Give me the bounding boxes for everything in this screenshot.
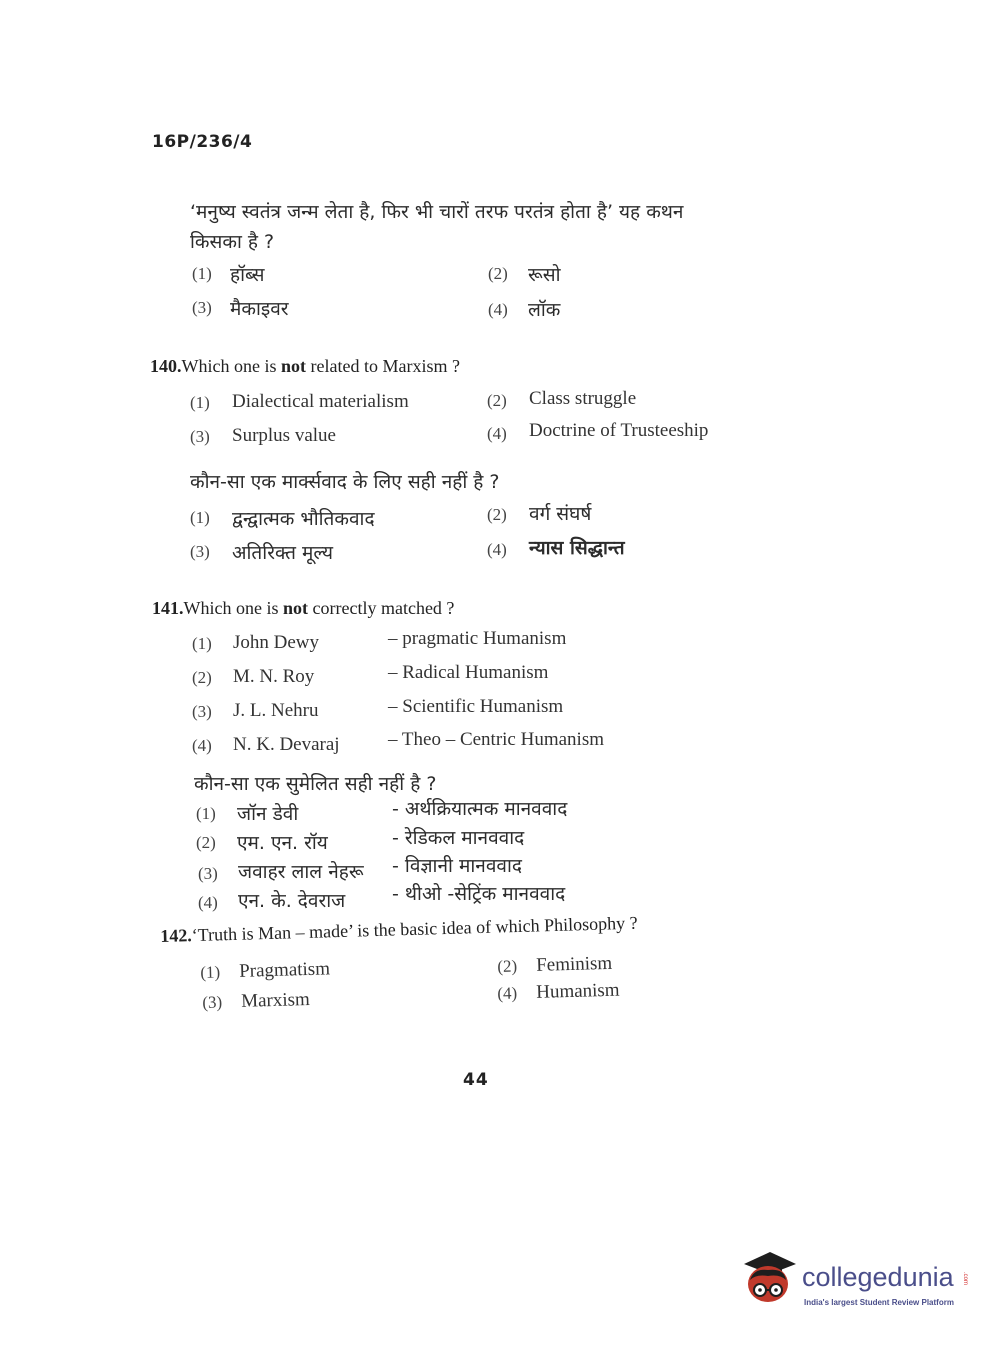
logo-name: collegedunia bbox=[802, 1262, 954, 1292]
match-value: - थीओ -सेट्रिंक मानववाद bbox=[392, 883, 566, 905]
match-name: एम. एन. रॉय bbox=[237, 832, 328, 854]
logo-tagline: India's largest Student Review Platform bbox=[804, 1298, 954, 1307]
option-number: (1) bbox=[196, 804, 216, 823]
match-name: एन. के. देवराज bbox=[238, 890, 346, 912]
q142-option-row bbox=[497, 980, 620, 1005]
match-value: – Scientific Humanism bbox=[388, 696, 564, 717]
q142-option-row bbox=[200, 958, 330, 984]
option-number: (1) bbox=[192, 264, 212, 283]
option-number: (3) bbox=[192, 298, 212, 317]
option-number: (4) bbox=[497, 983, 518, 1003]
question-emphasis: not bbox=[280, 356, 306, 376]
question-emphasis: not bbox=[282, 598, 308, 618]
option-number: (1) bbox=[190, 393, 210, 412]
question-text: related to Marxism ? bbox=[306, 356, 460, 376]
option-text: रूसो bbox=[528, 264, 561, 286]
question-number: 141. bbox=[152, 598, 184, 618]
option-text: Dialectical materialism bbox=[232, 391, 409, 412]
match-value: – Theo – Centric Humanism bbox=[388, 729, 605, 750]
match-name: जवाहर लाल नेहरू bbox=[238, 861, 364, 883]
question-text: Which one is bbox=[183, 598, 283, 618]
option-number: (3) bbox=[202, 992, 223, 1012]
option-text: न्यास सिद्धान्त bbox=[529, 537, 625, 559]
option-number: (3) bbox=[190, 542, 210, 561]
match-value: – Radical Humanism bbox=[388, 662, 549, 683]
option-number: (1) bbox=[190, 508, 210, 527]
question-text: Which one is bbox=[181, 356, 281, 376]
option-text: Class struggle bbox=[529, 388, 637, 409]
option-text: Pragmatism bbox=[238, 958, 331, 982]
question-142 bbox=[160, 913, 638, 947]
option-number: (2) bbox=[487, 505, 507, 524]
option-text: लॉक bbox=[528, 299, 561, 321]
option-text: वर्ग संघर्ष bbox=[529, 503, 592, 525]
mascot-icon bbox=[740, 1250, 798, 1310]
match-value: – pragmatic Humanism bbox=[388, 628, 567, 649]
q142-option-row bbox=[202, 989, 310, 1014]
match-value: - अर्थक्रियात्मक मानववाद bbox=[392, 798, 568, 820]
option-number: (4) bbox=[192, 736, 212, 755]
question-text: correctly matched ? bbox=[308, 598, 455, 618]
option-number: (4) bbox=[488, 300, 508, 319]
logo-domain: .com bbox=[962, 1272, 968, 1286]
page-number: 44 bbox=[463, 1070, 489, 1090]
option-number: (2) bbox=[497, 956, 518, 976]
question-number: 140. bbox=[150, 356, 182, 376]
option-text: Doctrine of Trusteeship bbox=[529, 420, 709, 441]
option-number: (3) bbox=[198, 864, 218, 883]
option-number: (2) bbox=[488, 264, 508, 283]
option-number: (4) bbox=[487, 424, 507, 443]
option-number: (2) bbox=[196, 833, 216, 852]
question-text-line: ‘मनुष्य स्वतंत्र जन्म लेता है, फिर भी चारों तरफ परतंत्र होता है’ यह कथन bbox=[190, 201, 684, 223]
option-text: हॉब्स bbox=[230, 264, 265, 286]
option-text: Humanism bbox=[535, 979, 620, 1003]
question-140 bbox=[150, 356, 460, 377]
match-name: J. L. Nehru bbox=[233, 700, 319, 721]
match-name: जॉन डेवी bbox=[237, 803, 299, 825]
option-number: (4) bbox=[198, 893, 218, 912]
question-142-block bbox=[160, 913, 638, 947]
match-name: John Dewy bbox=[233, 632, 320, 653]
paper-code: 16P/236/4 bbox=[152, 132, 253, 152]
match-value: - रेडिकल मानववाद bbox=[392, 827, 525, 849]
option-number: (2) bbox=[487, 391, 507, 410]
option-text: Surplus value bbox=[232, 425, 336, 446]
question-text-hindi: कौन-सा एक सुमेलित सही नहीं है ? bbox=[194, 773, 437, 795]
option-number: (1) bbox=[200, 962, 221, 982]
match-name: M. N. Roy bbox=[233, 666, 315, 687]
question-141 bbox=[152, 598, 454, 619]
option-number: (4) bbox=[487, 540, 507, 559]
question-text: ‘Truth is Man – made’ is the basic idea of which Philosophy ? bbox=[191, 912, 638, 946]
option-number: (1) bbox=[192, 634, 212, 653]
option-number: (2) bbox=[192, 668, 212, 687]
question-number: 142. bbox=[160, 925, 193, 946]
question-text-line: किसका है ? bbox=[190, 231, 275, 253]
option-text: मैकाइवर bbox=[230, 298, 289, 320]
match-name: N. K. Devaraj bbox=[233, 734, 340, 755]
option-text: अतिरिक्त मूल्य bbox=[232, 542, 334, 564]
option-text: Feminism bbox=[535, 952, 613, 976]
option-number: (3) bbox=[192, 702, 212, 721]
q142-option-row bbox=[497, 953, 613, 978]
collegedunia-logo bbox=[740, 1250, 970, 1320]
option-text: Marxism bbox=[240, 988, 311, 1012]
match-value: - विज्ञानी मानववाद bbox=[392, 855, 522, 877]
question-text-hindi: कौन-सा एक मार्क्सवाद के लिए सही नहीं है ? bbox=[190, 471, 500, 493]
option-number: (3) bbox=[190, 427, 210, 446]
option-text: द्वन्द्वात्मक भौतिकवाद bbox=[232, 508, 375, 530]
